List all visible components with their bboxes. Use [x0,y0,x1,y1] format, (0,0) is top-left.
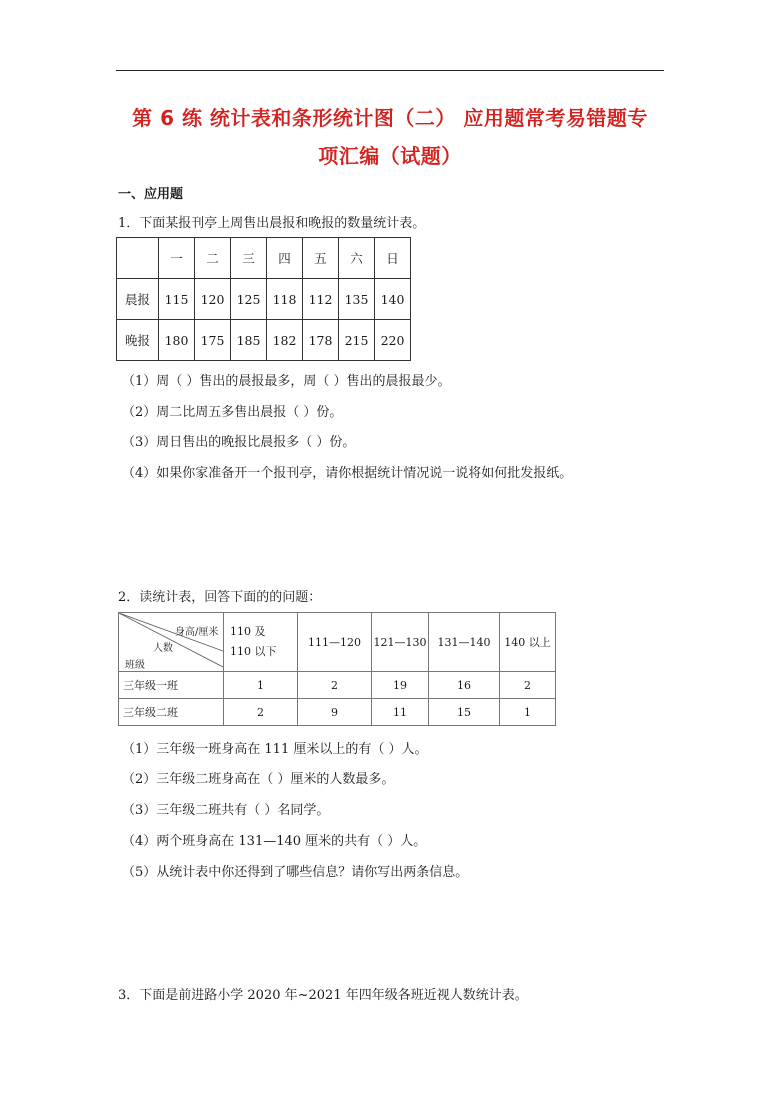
table-cell: 115 [159,279,195,320]
page-title: 第 6 练 统计表和条形统计图（二） 应用题常考易错题专 [132,106,648,130]
question-1-part-1: （1）周（ ）售出的晨报最多，周（ ）售出的晨报最少。 [122,374,451,389]
table-cell: 2 [500,672,556,699]
question-1-text: 1．下面某报刊亭上周售出晨报和晚报的数量统计表。 [118,216,426,231]
table-cell: 175 [195,320,231,361]
height-range-header: 110 及 110 以下 [224,613,298,672]
table-row [119,672,556,699]
table-header-row [117,238,411,279]
question-2-part-1: （1）三年级一班身高在 111 厘米以上的有（ ）人。 [122,742,428,757]
corner-label-count: 人数 [153,643,173,654]
header-rule [116,70,664,71]
table-cell: 9 [298,699,372,726]
day-header: 六 [339,238,375,279]
day-header: 五 [303,238,339,279]
table-cell: 19 [372,672,429,699]
height-stats-table [118,612,556,726]
table-cell: 16 [429,672,500,699]
table-cell: 1 [224,672,298,699]
table-cell: 215 [339,320,375,361]
table-cell: 180 [159,320,195,361]
day-header: 三 [231,238,267,279]
row-label: 三年级一班 [119,672,224,699]
question-2-part-5: （5）从统计表中你还得到了哪些信息？请你写出两条信息。 [122,865,469,880]
question-1-part-3: （3）周日售出的晚报比晨报多（ ）份。 [122,435,356,450]
table-cell: 118 [267,279,303,320]
corner-label-class: 班级 [125,660,145,671]
question-2-part-3: （3）三年级二班共有（ ）名同学。 [122,803,330,818]
table-header-row [119,613,556,672]
page-title-line2: 项汇编（试题） [318,144,462,168]
row-label: 晚报 [117,320,159,361]
table-cell: 1 [500,699,556,726]
table-cell: 2 [298,672,372,699]
table-row [117,279,411,320]
height-range-header: 121—130 [372,613,429,672]
question-2-part-4: （4）两个班身高在 131—140 厘米的共有（ ）人。 [122,834,427,849]
section-heading: 一、应用题 [118,187,184,202]
table-cell: 178 [303,320,339,361]
question-3-text: 3．下面是前进路小学 2020 年~2021 年四年级各班近视人数统计表。 [118,988,528,1003]
table-cell: 2 [224,699,298,726]
row-label: 三年级二班 [119,699,224,726]
table-cell: 140 [375,279,411,320]
question-2-part-2: （2）三年级二班身高在（ ）厘米的人数最多。 [122,772,395,787]
table-corner-cell [117,238,159,279]
height-range-header: 140 以上 [500,613,556,672]
question-1-part-4: （4）如果你家准备开一个报刊亭，请你根据统计情况说一说将如何批发报纸。 [122,466,573,481]
question-1-part-2: （2）周二比周五多售出晨报（ ）份。 [122,405,343,420]
height-range-header: 131—140 [429,613,500,672]
newspaper-sales-table [116,237,411,361]
table-cell: 11 [372,699,429,726]
table-cell: 185 [231,320,267,361]
height-range-header: 111—120 [298,613,372,672]
table-cell: 182 [267,320,303,361]
day-header: 四 [267,238,303,279]
diagonal-header-cell [119,613,224,672]
table-cell: 15 [429,699,500,726]
table-cell: 125 [231,279,267,320]
corner-label-height: 身高/厘米 [175,627,219,638]
question-2-text: 2．读统计表，回答下面的的问题： [118,590,322,605]
table-cell: 120 [195,279,231,320]
table-row [117,320,411,361]
table-cell: 220 [375,320,411,361]
table-cell: 135 [339,279,375,320]
row-label: 晨报 [117,279,159,320]
table-cell: 112 [303,279,339,320]
table-row [119,699,556,726]
day-header: 日 [375,238,411,279]
day-header: 一 [159,238,195,279]
day-header: 二 [195,238,231,279]
